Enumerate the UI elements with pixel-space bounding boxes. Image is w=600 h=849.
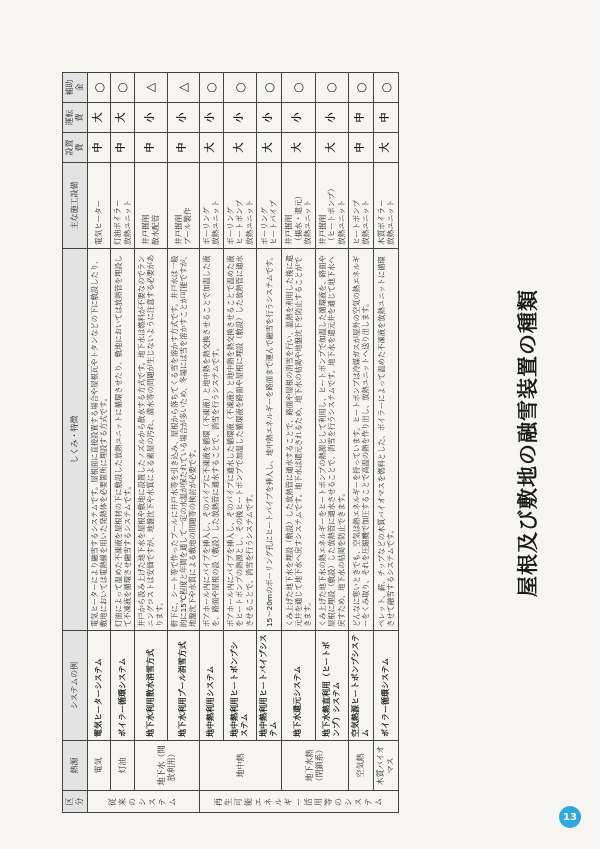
- heat-source-kerosene: 灯油: [111, 741, 135, 791]
- table-row: [135, 73, 167, 813]
- subsidy-mark: ○: [223, 73, 256, 103]
- table-row: [88, 73, 111, 813]
- table-row: [199, 73, 223, 813]
- subsidy-mark: ○: [199, 73, 223, 103]
- install-cost-rating: 大: [315, 133, 348, 163]
- table-row: [374, 73, 399, 813]
- table-row: [111, 73, 135, 813]
- heat-source-geothermal: 地中熱: [199, 741, 281, 791]
- install-cost-rating: 中: [88, 133, 111, 163]
- table-header-row: [63, 73, 88, 813]
- install-cost-rating: 中: [111, 133, 135, 163]
- subsidy-mark: ○: [315, 73, 348, 103]
- page-number-badge: 13: [559, 806, 581, 828]
- running-cost-rating: 小: [135, 103, 167, 133]
- system-equipment: ボーリング ヒートポンプ 放熱ユニット: [223, 163, 256, 249]
- category-renewable: 再生可能エネルギー活用等のシステム: [199, 791, 398, 813]
- system-name: 地中熱利用システム: [199, 631, 223, 741]
- system-name: 地下水利用散水消雪方式: [135, 631, 167, 741]
- table-row: [349, 73, 374, 813]
- header-category: 区分: [63, 791, 88, 813]
- install-cost-rating: 大: [199, 133, 223, 163]
- table-row: [167, 73, 199, 813]
- table-row: [282, 73, 315, 813]
- system-name: 地中熱利用ヒートパイプシステム: [257, 631, 282, 741]
- running-cost-rating: 小: [199, 103, 223, 133]
- subsidy-mark: △: [135, 73, 167, 103]
- system-description: ペレット、薪、チップなどの木質バイオマスを燃料とした、ボイラーによって温めた不凍液を放熱ユニットに循環させて融雪するシステムです。: [374, 249, 399, 631]
- system-equipment: ボーリング 放熱ユニット: [199, 163, 223, 249]
- subsidy-mark: ○: [88, 73, 111, 103]
- table-row: [315, 73, 348, 813]
- heat-source-electric: 電気: [88, 741, 111, 791]
- subsidy-mark: ○: [374, 73, 399, 103]
- header-system-example: システムの例: [63, 631, 88, 741]
- install-cost-rating: 中: [167, 133, 199, 163]
- system-name: 電気ヒーターシステム: [88, 631, 111, 741]
- subsidy-mark: ○: [111, 73, 135, 103]
- running-cost-rating: 小: [167, 103, 199, 133]
- table-row: [257, 73, 282, 813]
- subsidy-mark: ○: [349, 73, 374, 103]
- install-cost-rating: 大: [223, 133, 256, 163]
- running-cost-rating: 大: [111, 103, 135, 133]
- header-running-cost: 運転費: [63, 103, 88, 133]
- system-name: 空気熱源ヒートポンプシステム: [349, 631, 374, 741]
- install-cost-rating: 中: [135, 133, 167, 163]
- subsidy-mark: ○: [257, 73, 282, 103]
- running-cost-rating: 小: [315, 103, 348, 133]
- system-name: 地下水利用プール消雪方式: [167, 631, 199, 741]
- install-cost-rating: 大: [374, 133, 399, 163]
- system-description: 15〜20mのボーリング孔にヒートパイプを挿入し、地中熱エネルギーを路面まで運んで融雪を行うシステムです。: [257, 249, 282, 631]
- system-description: 電気ヒーターにより融雪するシステムです。屋根面に直接設置する場合や屋根瓦やトタンなどの下に敷設したり、敷地においては電熱線を用いた発熱体を必要箇所に埋設する方式です。: [88, 249, 111, 631]
- header-mechanism: しくみ・特徴: [63, 249, 88, 631]
- system-description: どんなに寒いときでも、空気は熱エネルギーを持っています。ヒートポンプは冷媒ガスが屋外の空気の熱エネルギーをくみ取り、それを圧縮機で加圧することで高温の熱を作り出し、放熱ユニットへ送り出します。: [349, 249, 374, 631]
- system-name: 地下水還元システム: [282, 631, 315, 741]
- system-equipment: 井戸掘削 散水配管: [135, 163, 167, 249]
- system-equipment: 電気ヒーター: [88, 163, 111, 249]
- system-name: 地中熱利用ヒートポンプシステム: [223, 631, 256, 741]
- running-cost-rating: 小: [257, 103, 282, 133]
- system-description: くみ上げた地下水を埋設（敷設）した放熱管に通水することで、路面や屋根の消雪を行い、温熱を利用した後に還元井を通じて地下水へ戻すシステムです。地下水は還元されるため、地下水の枯渇や地盤沈下を防止することができます。: [282, 249, 315, 631]
- system-equipment: 木質ボイラー 放熱ユニット: [374, 163, 399, 249]
- subsidy-mark: △: [167, 73, 199, 103]
- running-cost-rating: 中: [349, 103, 374, 133]
- system-description: ボアホール内にパイプを挿入し、そのパイプに不凍液を循環（不凍液）と地中熱を熱交換させることで加温した液を、路面や屋根の設（敷設）した放熱管に通水することで、消雪を行うシステムです。: [199, 249, 223, 631]
- system-name: ボイラー循環システム: [374, 631, 399, 741]
- system-description: 灯油によって温めた不凍液を屋根材の下に敷設した放熱ユニットに循環させたり、敷地においては放熱管を埋設して不凍液を循環させ融雪するシステムです。: [111, 249, 135, 631]
- system-description: 軒下に、シート等で作ったプールに井戸水等を引き込み、屋根から落ちてくる雪を溶かす方式です。井戸水は一般的に15℃程度と年間を通して一定の水温が保たれている場合が多いため、冬場には雪を溶かすことが可能ですが、地盤沈下や水質による敷地の問題等の検討が必要です。: [167, 249, 199, 631]
- heat-source-biomass: 木質バイオマス: [374, 741, 399, 791]
- running-cost-rating: 大: [88, 103, 111, 133]
- install-cost-rating: 中: [349, 133, 374, 163]
- running-cost-rating: 小: [223, 103, 256, 133]
- system-name: ボイラー循環システム: [111, 631, 135, 741]
- header-install-cost: 設置費: [63, 133, 88, 163]
- install-cost-rating: 大: [282, 133, 315, 163]
- heat-source-groundwater-thermal: 地下水熱（閉鎖系）: [282, 741, 349, 791]
- snow-melting-systems-table: [62, 72, 399, 813]
- category-conventional: 従来のシステム: [88, 791, 200, 813]
- system-description: くみ上げた地下水の熱エネルギーをヒートポンプの熱源として利用し、ヒートポンプで加温した循環液を、路面や屋根に埋設（敷設）した放熱管に通水させることで、消雪を行うシステムです。地下水を還元井を通じて地下水へ戻すため、地下水の枯渇を防止できます。: [315, 249, 348, 631]
- heat-source-air: 空気熱: [349, 741, 374, 791]
- heat-source-groundwater: 地下水（開放利用）: [135, 741, 200, 791]
- table-row: [223, 73, 256, 813]
- header-heat-source: 熱源: [63, 741, 88, 791]
- system-description: ボアホール内にパイプを挿入し、そのパイプに通水した循環液（不凍液）と地中熱を熱交換させることで温めた液をヒートポンプの熱源とし、その後ヒートポンプで加温した循環液を路面や屋根に埋設（敷設）した放熱管に通水させることで、消雪を行うシステムです。: [223, 249, 256, 631]
- running-cost-rating: 中: [374, 103, 399, 133]
- system-description: 井戸から汲み上げた地下水を屋根や敷地に設置したノズルから散水する方式です。地下水は燃料が不要なのでランニングコストは安価ですが、地盤沈下や水質による素屋の汚れ、満水等の問題が生じないように注意する必要があります。: [135, 249, 167, 631]
- page-title: 屋根及び敷地の融雪装置の種類: [516, 289, 540, 597]
- system-equipment: ヒートポンプ 放熱ユニット: [349, 163, 374, 249]
- system-equipment: ボーリング ヒートパイプ: [257, 163, 282, 249]
- system-equipment: 井戸掘削 プール製作: [167, 163, 199, 249]
- header-subsidy: 補助金: [63, 73, 88, 103]
- system-equipment: 灯油ボイラー 放熱ユニット: [111, 163, 135, 249]
- subsidy-mark: ○: [282, 73, 315, 103]
- system-equipment: 井戸掘削 （揚水・還元） 放熱ユニット: [282, 163, 315, 249]
- system-equipment: 井戸掘削 （ヒートポンプ） 放熱ユニット: [315, 163, 348, 249]
- system-name: 地下水熱直利用（ヒートポンプ）システム: [315, 631, 348, 741]
- install-cost-rating: 大: [257, 133, 282, 163]
- running-cost-rating: 小: [282, 103, 315, 133]
- header-equipment: 主な施工設備: [63, 163, 88, 249]
